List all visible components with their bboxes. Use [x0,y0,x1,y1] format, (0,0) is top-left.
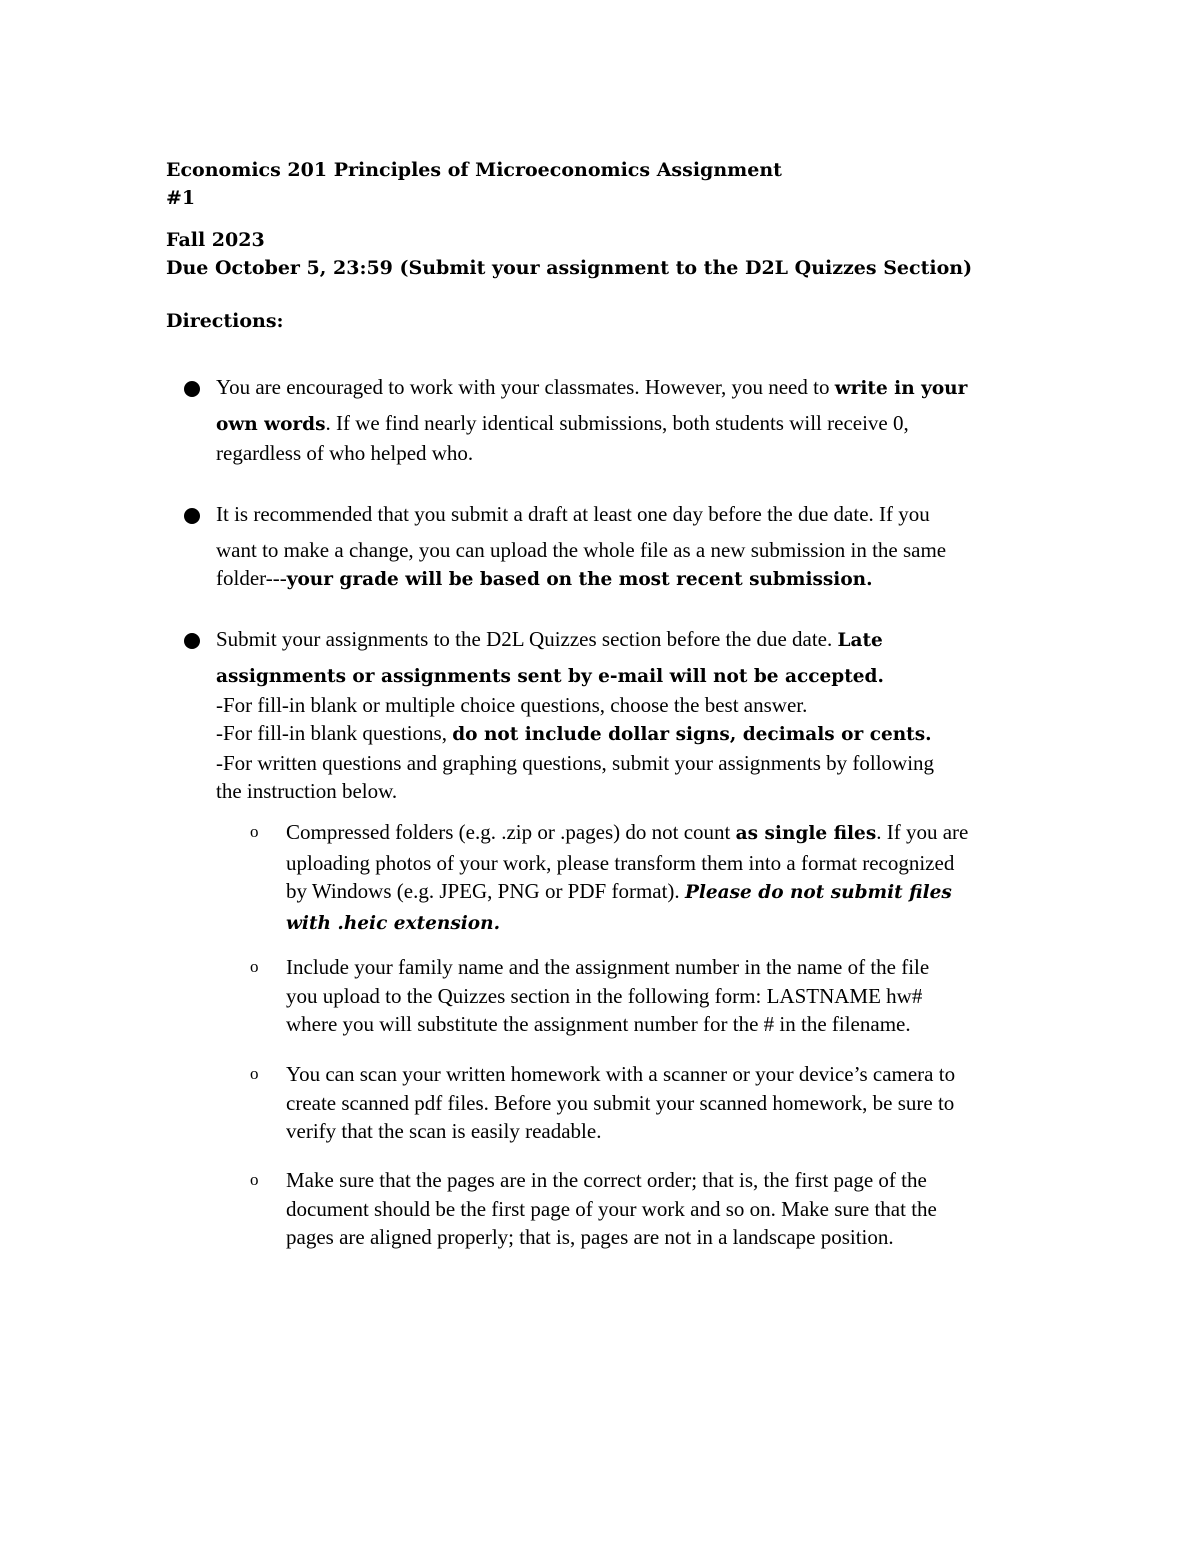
sub-bullet-marker: o [250,1170,259,1189]
bullet-2-text-2: want to make a change, you can upload the whole file as a new submission in the same [216,538,947,562]
bullet-3-bold-2: assignments or assignments sent by e-mail will not be accepted. [216,666,884,687]
sub-3-text-3: verify that the scan is easily readable. [286,1119,602,1143]
bullet-3-text-3: -For fill-in blank or multiple choice questions, choose the best answer. [216,693,808,717]
bullet-dot-icon [184,508,200,524]
bullet-3-text-1: Submit your assignments to the D2L Quizzes section before the due date. [216,627,838,651]
bullet-1-text-3: regardless of who helped who. [216,441,474,465]
sub-1-text-1b: . If you are [876,820,969,844]
due-date: Due October 5, 23:59 (Submit your assignment to the D2L Quizzes Section) [166,257,973,279]
sub-4-text-2: document should be the first page of your work and so on. Make sure that the [286,1196,937,1221]
bullet-3-text-4: -For fill-in blank questions, [216,721,453,745]
sub-1-text-2: uploading photos of your work, please transform them into a format recognized [286,850,955,875]
bullet-2-text-1: It is recommended that you submit a draft at least one day before the due date. If you [216,502,930,526]
directions-heading: Directions: [166,310,284,332]
bullet-3-bold-1: Late [837,630,883,651]
sub-4-text-3: pages are aligned properly; that is, pages are not in a landscape position. [286,1225,894,1249]
sub-2-text-3: where you will substitute the assignment number for the # in the filename. [286,1012,911,1036]
sub-bullet-marker: o [250,957,259,976]
sub-1-bold-italic: Please do not submit files [684,882,952,903]
bullet-dot-icon [184,381,200,397]
bullet-1-text-2: . If we find nearly identical submissions, both students will receive 0, [325,411,909,435]
sub-1-text-3: by Windows (e.g. JPEG, PNG or PDF format). [286,879,685,903]
sub-3-text-2: create scanned pdf files. Before you submit your scanned homework, be sure to [286,1090,955,1115]
sub-1-text-1: Compressed folders (e.g. .zip or .pages) do not count [286,820,736,844]
bullet-1-text: You are encouraged to work with your classmates. However, you need to [216,375,835,399]
title-line-2: #1 [166,187,196,209]
assignment-header [166,156,1066,282]
bullet-2-bold: your grade will be based on the most recent submission. [286,569,873,590]
sub-1-bold-italic-2: with .heic extension. [286,912,501,934]
bullet-3-text-5: -For written questions and graphing questions, submit your assignments by following [216,751,935,775]
title-line-1: Economics 201 Principles of Microeconomics Assignment [166,159,782,181]
bullet-1-bold-2: own words [216,414,326,435]
sub-4-text-1: Make sure that the pages are in the correct order; that is, the first page of the [286,1168,927,1192]
bullet-3-text-6: the instruction below. [216,779,398,803]
sub-1-bold: as single files [735,823,877,844]
sub-bullet-marker: o [250,1064,259,1083]
term: Fall 2023 [166,229,265,251]
bullet-dot-icon [184,633,200,649]
sub-2-text-1: Include your family name and the assignment number in the name of the file [286,955,930,979]
sub-bullet-marker: o [250,822,259,841]
bullet-1-bold: write in your [834,378,968,399]
bullet-2-text-3: folder--- [216,566,287,590]
sub-3-text-1: You can scan your written homework with a scanner or your device’s camera to [286,1062,956,1086]
bullet-3-bold-4: do not include dollar signs, decimals or cents. [452,724,932,745]
sub-2-text-2: you upload to the Quizzes section in the following form: LASTNAME hw# [286,983,923,1008]
